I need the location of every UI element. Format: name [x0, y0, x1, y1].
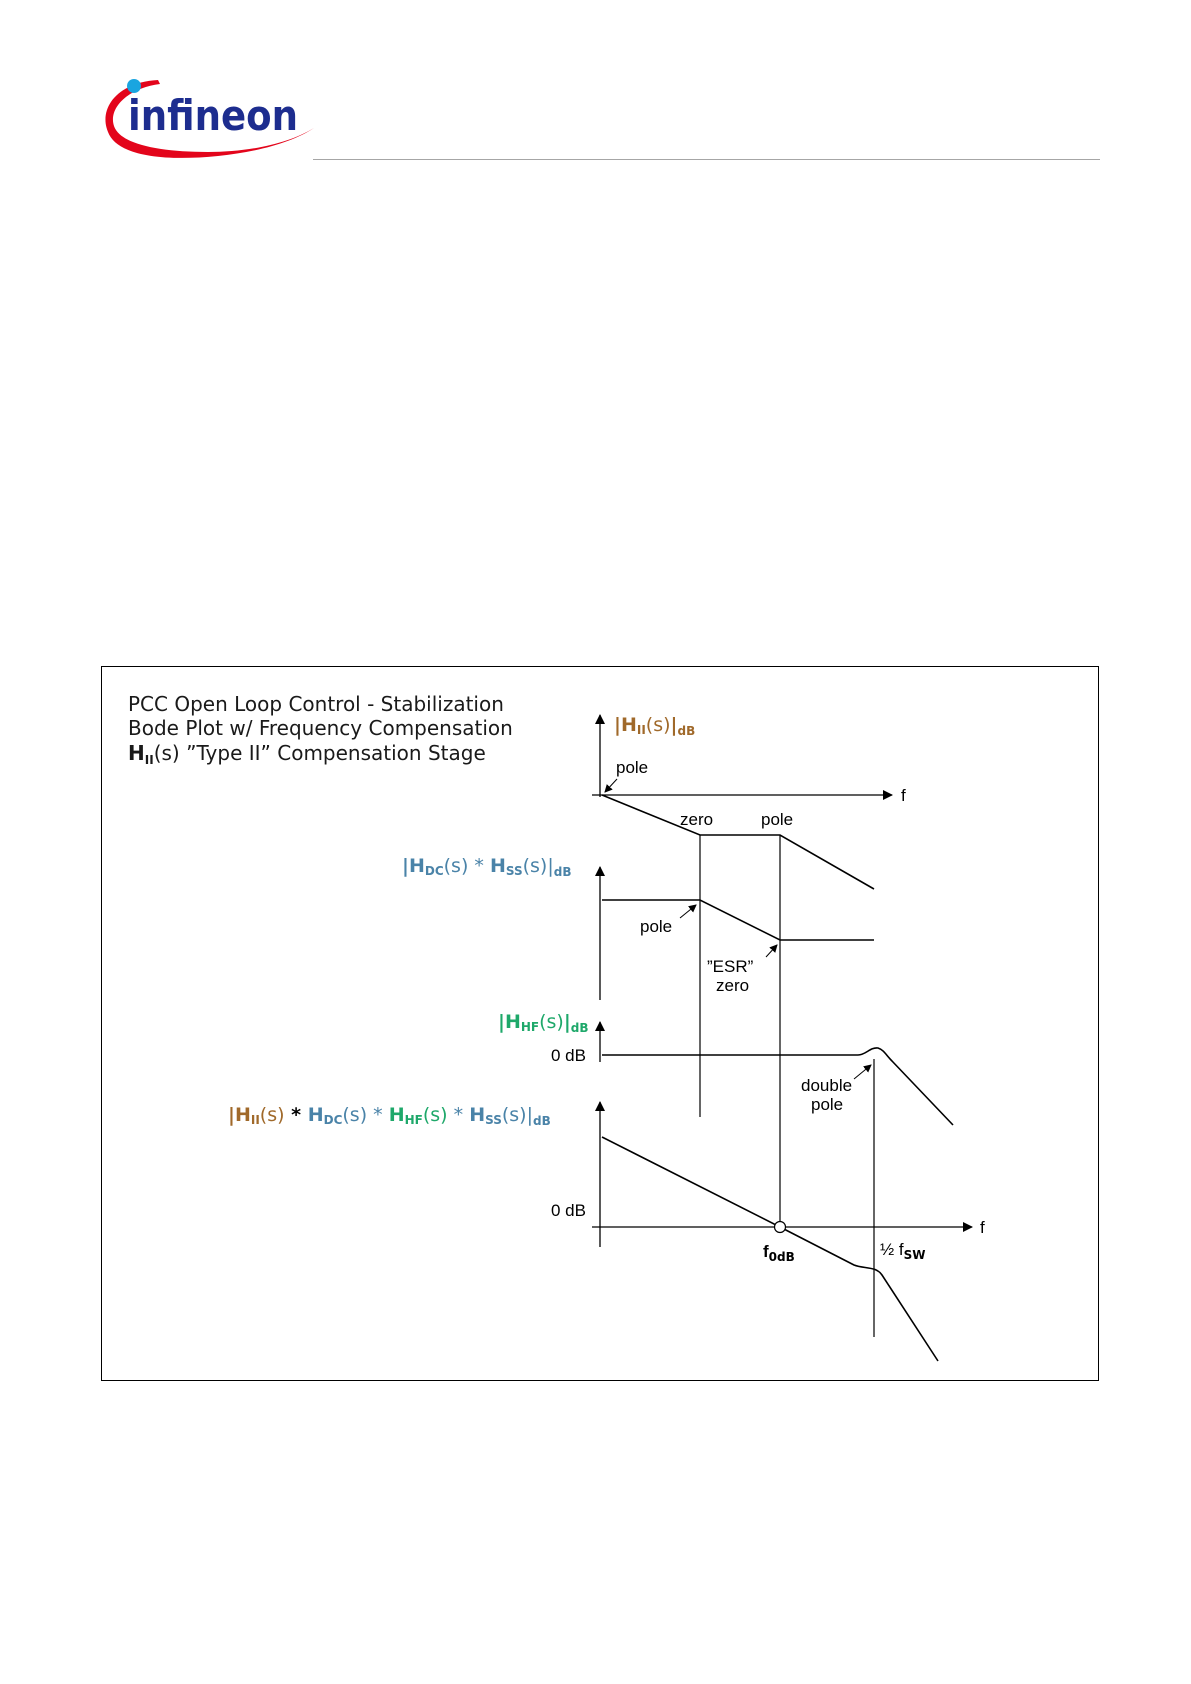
label-zero: zero: [680, 810, 714, 829]
curve-h-ii: [602, 795, 874, 889]
label-pole-left: pole: [616, 758, 649, 777]
header-rule: [313, 159, 1100, 160]
figure-title-line-2: Bode Plot w/ Frequency Compensation: [128, 716, 513, 740]
figure-frame: [101, 666, 1099, 1381]
figure-title-line-1: PCC Open Loop Control - Stabilization: [128, 692, 504, 716]
label-pole-dc: pole: [640, 917, 673, 936]
label-esr-line2: zero: [716, 976, 750, 995]
arrow-esr-zero: [766, 945, 777, 957]
title-h-arg: (s): [153, 741, 180, 765]
logo-wordmark: infineon: [128, 91, 298, 140]
label-esr-line1: ”ESR”: [707, 957, 754, 976]
arrow-pole-left: [605, 779, 617, 792]
infineon-logo: [98, 68, 318, 168]
label-half-fsw: ½ $f_{SW}$: [880, 1240, 926, 1262]
label-f0db: $f_{0dB}$: [763, 1242, 795, 1264]
curve-h-hf: [602, 1048, 953, 1125]
label-axis-f-top: f: [901, 786, 906, 805]
label-axis-f-bottom: f: [980, 1218, 985, 1237]
arrow-double-pole: [854, 1065, 871, 1079]
label-double-line1: double: [801, 1076, 853, 1095]
label-h-ii: $|HII(s)|_{dB}$: [614, 714, 696, 738]
title-rest: ”Type II” Compensation Stage: [186, 741, 486, 765]
arrow-pole-dc: [680, 905, 696, 918]
label-pole-right: pole: [761, 810, 794, 829]
label-double-line2: pole: [811, 1095, 844, 1114]
label-h-hf: $|HHF(s)|_{dB}$: [498, 1011, 589, 1035]
label-h-dc-ss: $|HDC(s) * HSS(s)|_{dB}$: [402, 855, 572, 879]
figure-title-line-3: [128, 741, 486, 767]
label-0db-hf: 0 dB: [551, 1046, 586, 1065]
label-0db-total: 0 dB: [551, 1201, 586, 1220]
title-h-sub: II: [144, 753, 154, 767]
title-h: H: [128, 741, 145, 765]
bode-diagram: [102, 667, 1100, 1382]
crossover-marker: [775, 1222, 786, 1233]
label-total: $|HII(s) * HDC(s) * HHF(s) * HSS(s)|_{dB}$: [228, 1104, 551, 1128]
